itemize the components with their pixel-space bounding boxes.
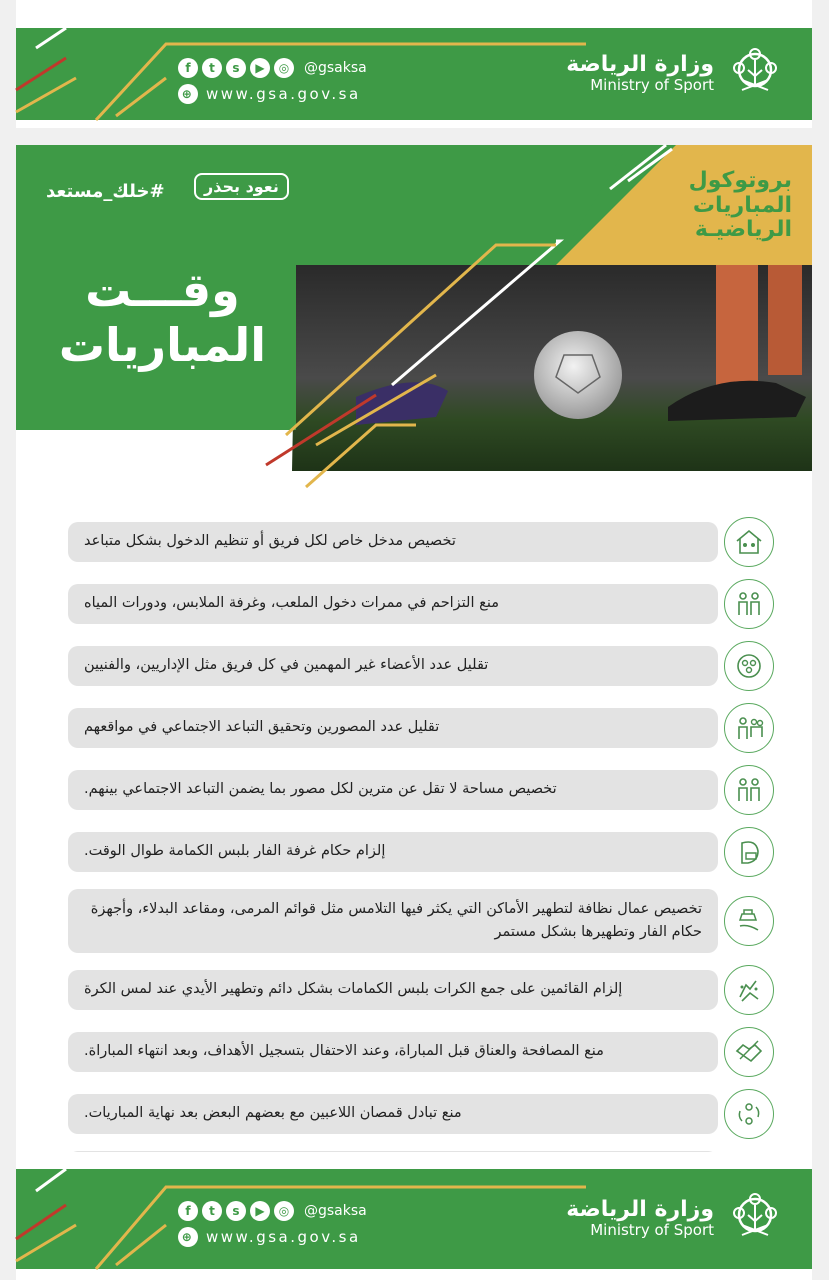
list-item-text: تخصيص مساحة لا تقل عن مترين لكل مصور بما يضمن التباعد الاجتماعي بينهم. bbox=[68, 770, 718, 810]
sanitize-icon bbox=[724, 896, 774, 946]
globe-icon: ⊕ bbox=[178, 1227, 198, 1247]
facebook-icon[interactable]: f bbox=[178, 58, 198, 78]
ministry-emblem-icon bbox=[728, 1191, 782, 1245]
list-item bbox=[68, 517, 774, 567]
people-distance-icon bbox=[724, 703, 774, 753]
list-item bbox=[68, 765, 774, 815]
social-block bbox=[178, 58, 367, 104]
social-handle[interactable]: @gsaksa bbox=[304, 60, 367, 76]
list-item bbox=[68, 579, 774, 629]
instagram-icon[interactable]: ◎ bbox=[274, 58, 294, 78]
bottom-banner-card bbox=[16, 1152, 812, 1280]
page-title-line1: وقـــت bbox=[85, 263, 240, 317]
list-item-text: منع التزاحم في ممرات دخول الملعب، وغرفة الملابس، ودورات المياه bbox=[68, 584, 718, 624]
social-handle[interactable]: @gsaksa bbox=[304, 1203, 367, 1219]
twitter-icon[interactable]: t bbox=[202, 1201, 222, 1221]
ministry-name-en: Ministry of Sport bbox=[590, 76, 714, 95]
instagram-icon[interactable]: ◎ bbox=[274, 1201, 294, 1221]
list-item-text: إلزام القائمين على جمع الكرات بلبس الكمامات بشكل دائم وتطهير الأيدي عند لمس الكرة bbox=[68, 970, 718, 1010]
social-block bbox=[178, 1201, 367, 1247]
ministry-emblem-icon bbox=[728, 46, 782, 100]
top-banner-card bbox=[16, 0, 812, 128]
website-link[interactable]: www.gsa.gov.sa bbox=[206, 1228, 361, 1246]
distancing-icon bbox=[724, 579, 774, 629]
top-banner bbox=[16, 28, 812, 120]
protocol-line: بروتوكول bbox=[688, 168, 792, 193]
group-icon bbox=[724, 641, 774, 691]
list-item-text: تقليل عدد الأعضاء غير المهمين في كل فريق مثل الإداريين، والفنيين bbox=[68, 646, 718, 686]
hand-wash-icon bbox=[724, 965, 774, 1015]
protocol-line: الرياضيـة bbox=[694, 217, 792, 243]
main-card bbox=[16, 145, 812, 1152]
page-title bbox=[59, 263, 266, 373]
twitter-icon[interactable]: t bbox=[202, 58, 222, 78]
ministry-name-en: Ministry of Sport bbox=[590, 1221, 714, 1240]
ministry-logo bbox=[566, 46, 782, 100]
handshake-icon bbox=[724, 1027, 774, 1077]
page-title-line2: المباريات bbox=[58, 318, 266, 373]
exchange-icon bbox=[724, 1089, 774, 1139]
hero bbox=[16, 145, 812, 475]
building-icon bbox=[724, 517, 774, 567]
list-item bbox=[68, 1027, 774, 1077]
globe-icon: ⊕ bbox=[178, 84, 198, 104]
youtube-icon[interactable]: ▶ bbox=[250, 1201, 270, 1221]
website-link[interactable]: www.gsa.gov.sa bbox=[206, 85, 361, 103]
list-item-text: تخصيص مدخل خاص لكل فريق أو تنظيم الدخول بشكل متباعد bbox=[68, 522, 718, 562]
youtube-icon[interactable]: ▶ bbox=[250, 58, 270, 78]
ministry-name-ar: وزارة الرياضة bbox=[566, 1196, 714, 1222]
campaign-hashtag: #خلك_مستعد bbox=[46, 181, 165, 202]
list-item bbox=[68, 827, 774, 877]
ministry-logo bbox=[566, 1191, 782, 1245]
snapchat-icon[interactable]: s bbox=[226, 1201, 246, 1221]
list-item bbox=[68, 1089, 774, 1139]
list-item-text: إلزام حكام غرفة الفار بلبس الكمامة طوال الوقت. bbox=[68, 832, 718, 872]
list-item bbox=[68, 965, 774, 1015]
guidelines-list bbox=[68, 517, 774, 1227]
facebook-icon[interactable]: f bbox=[178, 1201, 198, 1221]
protocol-label bbox=[689, 169, 792, 243]
list-item-text: تخصيص عمال نظافة لتطهير الأماكن التي يكثر فيها التلامس مثل قوائم المرمى، ومقاعد البدلاء، وأجهزة حكام الفار وتطهيرها بشكل مستمر bbox=[68, 889, 718, 953]
distancing-icon bbox=[724, 765, 774, 815]
list-item-text: تقليل عدد المصورين وتحقيق التباعد الاجتماعي في مواقعهم bbox=[68, 708, 718, 748]
list-item-text: منع تبادل قمصان اللاعبين مع بعضهم البعض بعد نهاية المباريات. bbox=[68, 1094, 718, 1134]
protocol-line: المباريات bbox=[692, 192, 792, 218]
list-item-text: منع المصافحة والعناق قبل المباراة، وعند الاحتفال بتسجيل الأهداف، وبعد انتهاء المباراة. bbox=[68, 1032, 718, 1072]
ministry-name-ar: وزارة الرياضة bbox=[566, 51, 714, 77]
list-item bbox=[68, 641, 774, 691]
snapchat-icon[interactable]: s bbox=[226, 58, 246, 78]
list-item bbox=[68, 889, 774, 953]
mask-icon bbox=[724, 827, 774, 877]
campaign-logo: نعود بحذر bbox=[194, 173, 289, 200]
list-item bbox=[68, 703, 774, 753]
bottom-banner bbox=[16, 1169, 812, 1269]
